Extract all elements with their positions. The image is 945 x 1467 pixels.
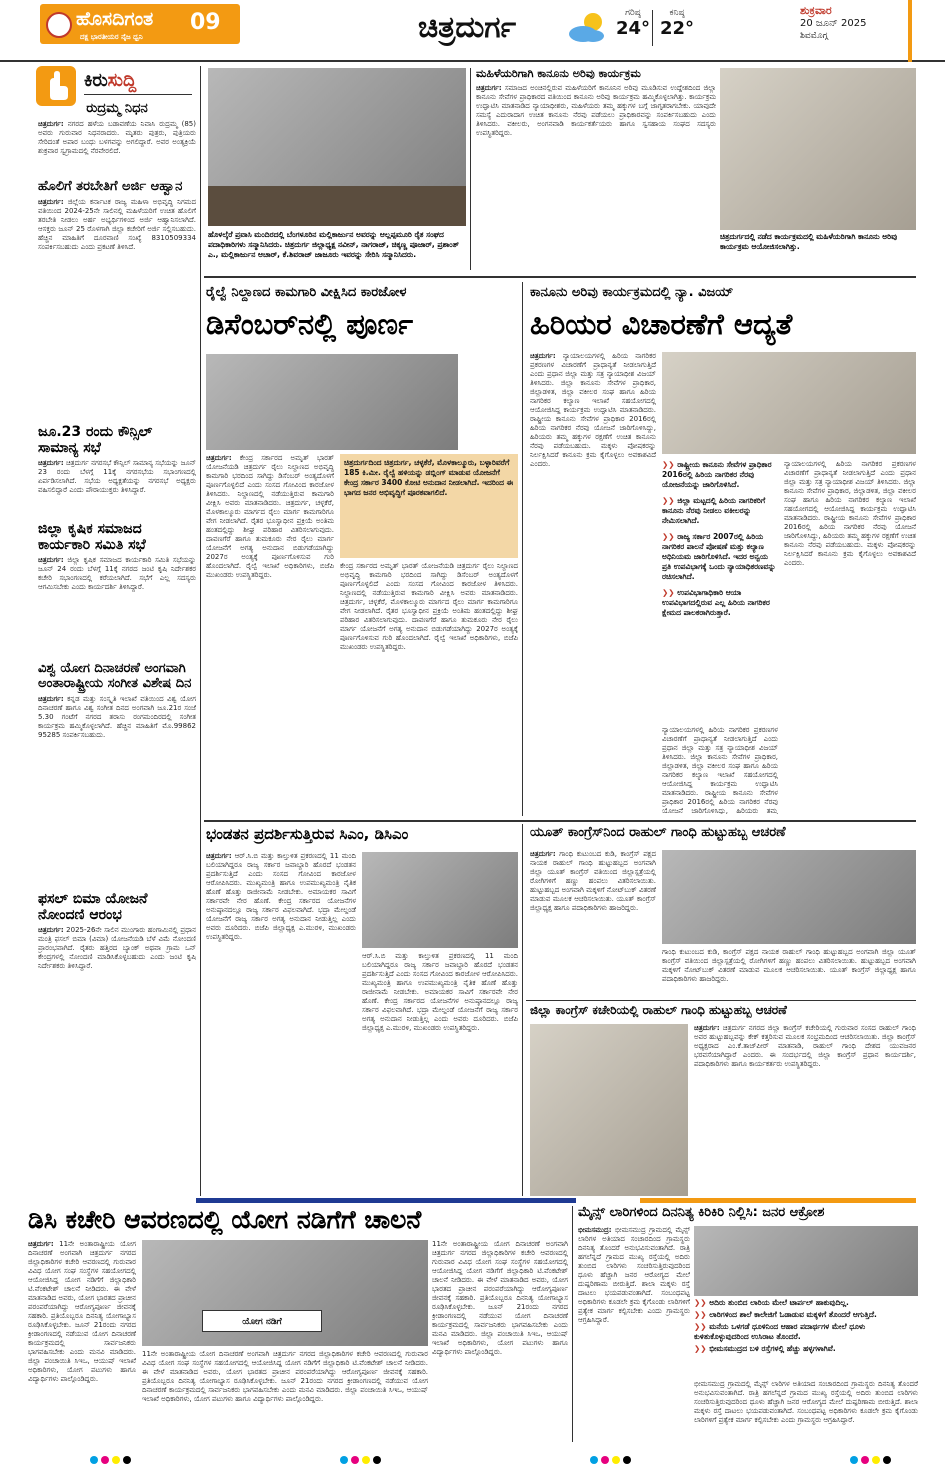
mining-trucks-photo [694, 1226, 918, 1296]
finger-icon [36, 66, 76, 106]
banner-text: ಯೋಗ ನಡಿಗೆ [202, 1310, 322, 1332]
felicitation-photo [208, 68, 466, 226]
story-body-continued: ನ್ಯಾಯಾಲಯಗಳಲ್ಲಿ ಹಿರಿಯ ನಾಗರಿಕರ ಪ್ರಕರಣಗಳ ವಿಚಾರಣೆಗೆ ಪ್ರಾಧಾನ್ಯತೆ ನೀಡಲಾಗುತ್ತಿದೆ ಎಂದು ಪ್ರಧಾನ ಜಿಲ್ಲಾ ಮತ್ತು ಸತ್ರ ನ್ಯಾಯಾಧೀಶ ವಿಜಯ್ ತಿಳಿಸಿದರು. ಜಿಲ್ಲಾ ಕಾನೂನು ಸೇವೆಗಳ ಪ್ರಾಧಿಕಾರ, ಜಿಲ್ಲಾಡಳಿತ, ಜಿಲ್ಲಾ ವಕೀಲರ ಸಂಘ ಹಾಗೂ ಹಿರಿಯ ನಾಗರಿಕರ ಕಲ್ಯಾಣ ಇಲಾಖೆ ಸಹಯೋಗದಲ್ಲಿ ಆಯೋಜಿಸಿದ್ದ ಕಾರ್ಯಕ್ರಮ ಉದ್ಘಾಟಿಸಿ ಮಾತನಾಡಿದರು. ರಾಷ್ಟ್ರೀಯ ಕಾನೂನು ಸೇವೆಗಳ ಪ್ರಾಧಿಕಾರ 2016ರಲ್ಲಿ ಹಿರಿಯ ನಾಗರಿಕರ ನೆರವು ಯೋಜನೆ ಜಾರಿಗೊಳಿಸಿದ್ದು, ಹಿರಿಯರು ತಮ್ಮ ಹಕ್ಕುಗಳ ರಕ್ಷಣೆಗೆ ಉಚಿತ ಕಾನೂನು ನೆರವು ಪಡೆಯಬಹುದು. ಮಕ್ಕಳು ಪೋಷಕರನ್ನು ನಿರ್ಲಕ್ಷಿಸಿದರೆ ಕಾನೂನು ಕ್ರಮ ಕೈಗೊಳ್ಳಲು ಅವಕಾಶವಿದೆ ಎಂದರು. [784, 460, 916, 567]
story-headline: ಯೂತ್ ಕಾಂಗ್ರೆಸ್‌ನಿಂದ ರಾಹುಲ್ ಗಾಂಧಿ ಹುಟ್ಟುಹಬ್ಬ ಆಚರಣೆ [530, 825, 786, 840]
city-name: ಚಿತ್ರದುರ್ಗ [418, 10, 517, 45]
masthead [0, 0, 945, 62]
registration-marks [590, 1456, 631, 1464]
registration-marks [850, 1456, 891, 1464]
story-body: ಚಿತ್ರದುರ್ಗ: ಚಿತ್ರದುರ್ಗ ನಗರದ ಜಿಲ್ಲಾ ಕಾಂಗ್ರೆಸ್ ಕಚೇರಿಯಲ್ಲಿ ಗುರುವಾರ ಸಂಸದ ರಾಹುಲ್ ಗಾಂಧಿ ಅವರ ಹುಟ್ಟುಹಬ್ಬವನ್ನು ಕೇಕ್ ಕತ್ತರಿಸುವ ಮೂಲಕ ಸಂಭ್ರಮದಿಂದ ಆಚರಿಸಲಾಯಿತು. ಜಿಲ್ಲಾ ಕಾಂಗ್ರೆಸ್ ಅಧ್ಯಕ್ಷರಾದ ಎಂ.ಕೆ.ತಾಜ್‌ಪೀರ್ ಮಾತನಾಡಿ, ರಾಹುಲ್ ಗಾಂಧಿ ದೇಶದ ಯುವಜನರ ಭರವಸೆಯಾಗಿದ್ದಾರೆ ಎಂದರು. ಈ ಸಂದರ್ಭದಲ್ಲಿ ಜಿಲ್ಲಾ ಕಾಂಗ್ರೆಸ್ ಪ್ರಧಾನ ಕಾರ್ಯದರ್ಶಿ, ಪದಾಧಿಕಾರಿಗಳು ಹಾಗೂ ಕಾರ್ಯಕರ್ತರು ಉಪಸ್ಥಿತರಿದ್ದರು. [694, 1024, 916, 1068]
legal-event-photo [662, 352, 916, 454]
paper-tagline: ದಕ್ಷ ಭಾರತೀಯರ ನೈಜ ಧ್ವನಿ [80, 33, 143, 41]
youth-congress-photo [662, 850, 916, 944]
yoga-walk-photo [142, 1240, 428, 1346]
brief-item: ಹೊಲಿಗೆ ತರಬೇತಿಗೆ ಅರ್ಜಿ ಆಹ್ವಾನ ಚಿತ್ರದುರ್ಗ: ಜಿಲ್ಲೆಯ ಕರ್ನಾಟಕ ರಾಜ್ಯ ಮಹಿಳಾ ಅಭಿವೃದ್ಧಿ ನಿಗಮದ ವತಿಯಿಂದ 2024-25ನೇ ಸಾಲಿನಲ್ಲಿ ಮಹಿಳೆಯರಿಗೆ ಉಚಿತ ಹೊಲಿಗೆ ತರಬೇತಿ ನೀಡಲು ಅರ್ಹ ಅಭ್ಯರ್ಥಿಗಳಿಂದ ಅರ್ಜಿ ಆಹ್ವಾನಿಸಲಾಗಿದೆ. ಆಸಕ್ತರು ಜೂನ್ 25 ರೊಳಗಾಗಿ ಜಿಲ್ಲಾ ಕಚೇರಿಗೆ ಅರ್ಜಿ ಸಲ್ಲಿಸಬಹುದು. ಹೆಚ್ಚಿನ ಮಾಹಿತಿಗೆ ದೂರವಾಣಿ ಸಂಖ್ಯೆ 8310509334 ಸಂಪರ್ಕಿಸಬಹುದು ಎಂದು ಪ್ರಕಟಣೆ ತಿಳಿಸಿದೆ. [38, 178, 196, 251]
photo-caption: ಹೊಳಲ್ಕೆರೆ ಪ್ರವಾಸಿ ಮಂದಿರದಲ್ಲಿ ಬೆಂಗಳೂರಿನ ಮಲ್ಲಿಕಾರ್ಜುನ ಅವರನ್ನು ಆಲ್ಲಪ್ಪಮೂರಿ ರೈತ ಸಂಘದ ಪದಾಧಿಕಾರಿಗಳು ಸನ್ಮಾನಿಸಿದರು. ಚಿತ್ರದುರ್ಗ ಜಿಲ್ಲಾಧ್ಯಕ್ಷ ನವೀನ್, ನಾಗರಾಜ್, ಚಿಕ್ಕಣ್ಣ ಪೂಜಾರ್, ಪ್ರಶಾಂತ್ ಎ., ಮಲ್ಲಿಕಾರ್ಜುನ ಆಚಾರ್, ಕೆ.ಶಿವರಾಜ್ ಜಾಜೂರು ಇವರನ್ನು ಸೇರಿಸಿ ಸನ್ಮಾನಿಸಿದರು. [208, 230, 459, 259]
brief-item: ವಿಶ್ವ ಯೋಗ ದಿನಾಚರಣೆ ಅಂಗವಾಗಿ ಅಂತಾರಾಷ್ಟ್ರೀಯ ಸಂಗೀತ ವಿಶೇಷ ದಿನ ಚಿತ್ರದುರ್ಗ: ಕನ್ನಡ ಮತ್ತು ಸಂಸ್ಕೃತಿ ಇಲಾಖೆ ವತಿಯಿಂದ ವಿಶ್ವ ಯೋಗ ದಿನಾಚರಣೆ ಹಾಗೂ ವಿಶ್ವ ಸಂಗೀತ ದಿನದ ಅಂಗವಾಗಿ ಜೂ.21ರ ಸಂಜೆ 5.30 ಗಂಟೆಗೆ ನಗರದ ತರಾಸು ರಂಗಮಂದಿರದಲ್ಲಿ ಸಂಗೀತ ಕಾರ್ಯಕ್ರಮ ಹಮ್ಮಿಕೊಳ್ಳಲಾಗಿದೆ. ಹೆಚ್ಚಿನ ಮಾಹಿತಿಗೆ ಮೊ.99862 95285 ಸಂಪರ್ಕಿಸಬಹುದು. [38, 661, 196, 740]
story-body: ಚಿತ್ರದುರ್ಗ: ಗಾಂಧಿ ಕುಟುಂಬದ ಕುಡಿ, ಕಾಂಗ್ರೆಸ್ ಪಕ್ಷದ ನಾಯಕ ರಾಹುಲ್ ಗಾಂಧಿ ಹುಟ್ಟುಹಬ್ಬದ ಅಂಗವಾಗಿ ಜಿಲ್ಲಾ ಯೂತ್ ಕಾಂಗ್ರೆಸ್ ವತಿಯಿಂದ ಜಿಲ್ಲಾಸ್ಪತ್ರೆಯಲ್ಲಿ ರೋಗಿಗಳಿಗೆ ಹಣ್ಣು ಹಂಪಲು ವಿತರಿಸಲಾಯಿತು. ಹುಟ್ಟುಹಬ್ಬದ ಅಂಗವಾಗಿ ಮಕ್ಕಳಿಗೆ ನೋಟ್‌ಬುಕ್ ವಿತರಣೆ ಮಾಡುವ ಮೂಲಕ ಆಚರಿಸಲಾಯಿತು. ಯೂತ್ ಕಾಂಗ್ರೆಸ್ ಜಿಲ್ಲಾಧ್ಯಕ್ಷ ಹಾಗೂ ಪದಾಧಿಕಾರಿಗಳು ಹಾಜರಿದ್ದರು. [530, 850, 656, 912]
press-meet-photo [362, 852, 518, 948]
story-body: ಚಿತ್ರದುರ್ಗ: ಆರ್.ಸಿ.ಬಿ ಮತ್ತು ಕಾಲ್ತುಳಿತ ಪ್ರಕರಣದಲ್ಲಿ 11 ಮಂದಿ ಬಲಿಯಾಗಿದ್ದರೂ ರಾಜ್ಯ ಸರ್ಕಾರ ಜವಾಬ್ದಾರಿ ಹೊರದೆ ಭಂಡತನ ಪ್ರದರ್ಶಿಸುತ್ತಿದೆ ಎಂದು ಸಂಸದ ಗೋವಿಂದ ಕಾರಜೋಳ ಆರೋಪಿಸಿದರು. ಮುಖ್ಯಮಂತ್ರಿ ಹಾಗೂ ಉಪಮುಖ್ಯಮಂತ್ರಿ ನೈತಿಕ ಹೊಣೆ ಹೊತ್ತು ರಾಜೀನಾಮೆ ನೀಡಬೇಕು. ಅಮಾಯಕರ ಸಾವಿಗೆ ಸರ್ಕಾರವೇ ನೇರ ಹೊಣೆ. ಕೇಂದ್ರ ಸರ್ಕಾರದ ಯೋಜನೆಗಳ ಅನುಷ್ಠಾನದಲ್ಲೂ ರಾಜ್ಯ ಸರ್ಕಾರ ವಿಫಲವಾಗಿದೆ. ಭದ್ರಾ ಮೇಲ್ದಂಡೆ ಯೋಜನೆಗೆ ರಾಜ್ಯ ಸರ್ಕಾರ ಅಗತ್ಯ ಅನುದಾನ ನೀಡುತ್ತಿಲ್ಲ ಎಂದು ಅವರು ದೂರಿದರು. ಬಿಜೆಪಿ ಜಿಲ್ಲಾಧ್ಯಕ್ಷ ಎ.ಮುರಳಿ, ಮುಖಂಡರು ಉಪಸ್ಥಿತರಿದ್ದರು. [206, 852, 356, 941]
kirusuddi-title: ಕಿರುಸುದ್ದಿ [84, 70, 137, 91]
temp-divider [652, 10, 653, 46]
brief-item: ಫಸಲ್ ಬಿಮಾ ಯೋಜನೆ ನೋಂದಣಿ ಆರಂಭ ಚಿತ್ರದುರ್ಗ: 2025-26ನೇ ಸಾಲಿನ ಮುಂಗಾರು ಹಂಗಾಮಿನಲ್ಲಿ ಪ್ರಧಾನ ಮಂತ್ರಿ ಫಸಲ್ ಬಿಮಾ (ವಿಮಾ) ಯೋಜನೆಯಡಿ ಬೆಳೆ ವಿಮೆ ನೋಂದಣಿ ಪ್ರಾರಂಭವಾಗಿದೆ. ರೈತರು ಹತ್ತಿರದ ಬ್ಯಾಂಕ್ ಅಥವಾ ಗ್ರಾಮ ಒನ್ ಕೇಂದ್ರಗಳಲ್ಲಿ ನೋಂದಣಿ ಮಾಡಿಸಿಕೊಳ್ಳಬಹುದು ಎಂದು ಜಂಟಿ ಕೃಷಿ ನಿರ್ದೇಶಕರು ತಿಳಿಸಿದ್ದಾರೆ. [38, 891, 196, 971]
temp-max: ಗರಿಷ್ಠ 24° [616, 8, 651, 39]
story-body-continued: ಕೇಂದ್ರ ಸರ್ಕಾರದ ಅಮೃತ್ ಭಾರತ್ ಯೋಜನೆಯಡಿ ಚಿತ್ರದುರ್ಗ ರೈಲು ನಿಲ್ದಾಣದ ಅಭಿವೃದ್ಧಿ ಕಾಮಗಾರಿ ಭರದಿಂದ ಸಾಗಿದ್ದು ಡಿಸೆಂಬರ್ ಅಂತ್ಯದೊಳಗೆ ಪೂರ್ಣಗೊಳ್ಳಲಿದೆ ಎಂದು ಸಂಸದ ಗೋವಿಂದ ಕಾರಜೋಳ ತಿಳಿಸಿದರು. ನಿಲ್ದಾಣದಲ್ಲಿ ನಡೆಯುತ್ತಿರುವ ಕಾಮಗಾರಿ ವೀಕ್ಷಿಸಿ ಅವರು ಮಾತನಾಡಿದರು. ಚಿತ್ರದುರ್ಗ, ಚಳ್ಳಕೆರೆ, ಮೊಳಕಾಲ್ಮೂರು ಮಾರ್ಗದ ರೈಲು ಮಾರ್ಗ ಕಾಮಗಾರಿಗೂ ವೇಗ ನೀಡಲಾಗಿದೆ. ರೈತರ ಭೂಸ್ವಾಧೀನ ಪ್ರಕ್ರಿಯೆ ಅಂತಿಮ ಹಂತದಲ್ಲಿದ್ದು ಶೀಘ್ರ ಪರಿಹಾರ ವಿತರಿಸಲಾಗುವುದು. ದಾವಣಗೆರೆ ಹಾಗೂ ತುಮಕೂರು ನೇರ ರೈಲು ಮಾರ್ಗ ಯೋಜನೆಗೆ ಅಗತ್ಯ ಅನುದಾನ ಬಿಡುಗಡೆಯಾಗಿದ್ದು 2027ರ ಅಂತ್ಯಕ್ಕೆ ಪೂರ್ಣಗೊಳಿಸುವ ಗುರಿ ಹೊಂದಲಾಗಿದೆ. ರೈಲ್ವೆ ಇಲಾಖೆ ಅಧಿಕಾರಿಗಳು, ಬಿಜೆಪಿ ಮುಖಂಡರು ಉಪಸ್ಥಿತರಿದ್ದರು. [340, 562, 518, 651]
story-headline: ಹಿರಿಯರ ವಿಚಾರಣೆಗೆ ಆದ್ಯತೆ [530, 307, 793, 341]
date: 20 ಜೂನ್ 2025 [800, 18, 867, 29]
registration-marks [90, 1456, 131, 1464]
story-headline: ಡಿಸೆಂಬರ್‌ನಲ್ಲಿ ಪೂರ್ಣ [206, 307, 414, 341]
weekday: ಶುಕ್ರವಾರ [800, 4, 832, 17]
story-body: ಚಿತ್ರದುರ್ಗ: 11ನೇ ಅಂತಾರಾಷ್ಟ್ರೀಯ ಯೋಗ ದಿನಾಚರಣೆ ಅಂಗವಾಗಿ ಚಿತ್ರದುರ್ಗ ನಗರದ ಜಿಲ್ಲಾಧಿಕಾರಿಗಳ ಕಚೇರಿ ಆವರಣದಲ್ಲಿ ಗುರುವಾರ ವಿವಿಧ ಯೋಗ ಸಂಘ ಸಂಸ್ಥೆಗಳ ಸಹಯೋಗದಲ್ಲಿ ಆಯೋಜಿಸಿದ್ದ ಯೋಗ ನಡಿಗೆಗೆ ಜಿಲ್ಲಾಧಿಕಾರಿ ಟಿ.ವೆಂಕಟೇಶ್ ಚಾಲನೆ ನೀಡಿದರು. ಈ ವೇಳೆ ಮಾತನಾಡಿದ ಅವರು, ಯೋಗ ಭಾರತದ ಪ್ರಾಚೀನ ಪರಂಪರೆಯಾಗಿದ್ದು ಆರೋಗ್ಯಪೂರ್ಣ ಜೀವನಕ್ಕೆ ಸಹಕಾರಿ. ಪ್ರತಿಯೊಬ್ಬರೂ ದಿನನಿತ್ಯ ಯೋಗಾಭ್ಯಾಸ ರೂಢಿಸಿಕೊಳ್ಳಬೇಕು. ಜೂನ್ 21ರಂದು ನಗರದ ಕ್ರೀಡಾಂಗಣದಲ್ಲಿ ನಡೆಯುವ ಯೋಗ ದಿನಾಚರಣೆ ಕಾರ್ಯಕ್ರಮದಲ್ಲಿ ಸಾರ್ವಜನಿಕರು ಭಾಗವಹಿಸಬೇಕು ಎಂದು ಮನವಿ ಮಾಡಿದರು. ಜಿಲ್ಲಾ ಪಂಚಾಯಿತಿ ಸಿಇಒ, ಆಯುಷ್ ಇಲಾಖೆ ಅಧಿಕಾರಿಗಳು, ಯೋಗ ಪಟುಗಳು ಹಾಗೂ ವಿದ್ಯಾರ್ಥಿಗಳು ಪಾಲ್ಗೊಂಡಿದ್ದರು. [28, 1240, 136, 1383]
story-body-continued: ನ್ಯಾಯಾಲಯಗಳಲ್ಲಿ ಹಿರಿಯ ನಾಗರಿಕರ ಪ್ರಕರಣಗಳ ವಿಚಾರಣೆಗೆ ಪ್ರಾಧಾನ್ಯತೆ ನೀಡಲಾಗುತ್ತಿದೆ ಎಂದು ಪ್ರಧಾನ ಜಿಲ್ಲಾ ಮತ್ತು ಸತ್ರ ನ್ಯಾಯಾಧೀಶ ವಿಜಯ್ ತಿಳಿಸಿದರು. ಜಿಲ್ಲಾ ಕಾನೂನು ಸೇವೆಗಳ ಪ್ರಾಧಿಕಾರ, ಜಿಲ್ಲಾಡಳಿತ, ಜಿಲ್ಲಾ ವಕೀಲರ ಸಂಘ ಹಾಗೂ ಹಿರಿಯ ನಾಗರಿಕರ ಕಲ್ಯಾಣ ಇಲಾಖೆ ಸಹಯೋಗದಲ್ಲಿ ಆಯೋಜಿಸಿದ್ದ ಕಾರ್ಯಕ್ರಮ ಉದ್ಘಾಟಿಸಿ ಮಾತನಾಡಿದರು. ರಾಷ್ಟ್ರೀಯ ಕಾನೂನು ಸೇವೆಗಳ ಪ್ರಾಧಿಕಾರ 2016ರಲ್ಲಿ ಹಿರಿಯ ನಾಗರಿಕರ ನೆರವು ಯೋಜನೆ ಜಾರಿಗೊಳಿಸಿದ್ದು, ಹಿರಿಯರು ತಮ್ಮ [662, 726, 778, 814]
kirusuddi-rule [84, 94, 192, 95]
story-headline: ಮಹಿಳೆಯರಿಗಾಗಿ ಕಾನೂನು ಅರಿವು ಕಾರ್ಯಕ್ರಮ [476, 67, 641, 80]
brief-item: ಜಿಲ್ಲಾ ಕೃಷಿಕ ಸಮಾಜದ ಕಾರ್ಯಕಾರಿ ಸಮಿತಿ ಸಭೆ ಚಿತ್ರದುರ್ಗ: ಜಿಲ್ಲಾ ಕೃಷಿಕ ಸಮಾಜದ ಕಾರ್ಯಕಾರಿ ಸಮಿತಿ ಸಭೆಯನ್ನು ಜೂನ್ 24 ರಂದು ಬೆಳಗ್ಗೆ 11ಕ್ಕೆ ನಗರದ ಜಂಟಿ ಕೃಷಿ ನಿರ್ದೇಶಕರ ಕಚೇರಿ ಸಭಾಂಗಣದಲ್ಲಿ ಕರೆಯಲಾಗಿದೆ. ಸಭೆಗೆ ಎಲ್ಲ ಸದಸ್ಯರು ಆಗಮಿಸಬೇಕು ಎಂದು ಕಾರ್ಯದರ್ಶಿ ತಿಳಿಸಿದ್ದಾರೆ. [38, 521, 196, 592]
story-body-continued: 11ನೇ ಅಂತಾರಾಷ್ಟ್ರೀಯ ಯೋಗ ದಿನಾಚರಣೆ ಅಂಗವಾಗಿ ಚಿತ್ರದುರ್ಗ ನಗರದ ಜಿಲ್ಲಾಧಿಕಾರಿಗಳ ಕಚೇರಿ ಆವರಣದಲ್ಲಿ ಗುರುವಾರ ವಿವಿಧ ಯೋಗ ಸಂಘ ಸಂಸ್ಥೆಗಳ ಸಹಯೋಗದಲ್ಲಿ ಆಯೋಜಿಸಿದ್ದ ಯೋಗ ನಡಿಗೆಗೆ ಜಿಲ್ಲಾಧಿಕಾರಿ ಟಿ.ವೆಂಕಟೇಶ್ ಚಾಲನೆ ನೀಡಿದರು. ಈ ವೇಳೆ ಮಾತನಾಡಿದ ಅವರು, ಯೋಗ ಭಾರತದ ಪ್ರಾಚೀನ ಪರಂಪರೆಯಾಗಿದ್ದು ಆರೋಗ್ಯಪೂರ್ಣ ಜೀವನಕ್ಕೆ ಸಹಕಾರಿ. ಪ್ರತಿಯೊಬ್ಬರೂ ದಿನನಿತ್ಯ ಯೋಗಾಭ್ಯಾಸ ರೂಢಿಸಿಕೊಳ್ಳಬೇಕು. ಜೂನ್ 21ರಂದು ನಗರದ ಕ್ರೀಡಾಂಗಣದಲ್ಲಿ ನಡೆಯುವ ಯೋಗ ದಿನಾಚರಣೆ ಕಾರ್ಯಕ್ರಮದಲ್ಲಿ ಸಾರ್ವಜನಿಕರು ಭಾಗವಹಿಸಬೇಕು ಎಂದು ಮನವಿ ಮಾಡಿದರು. ಜಿಲ್ಲಾ ಪಂಚಾಯಿತಿ ಸಿಇಒ, ಆಯುಷ್ ಇಲಾಖೆ ಅಧಿಕಾರಿಗಳು, ಯೋಗ ಪಟುಗಳು ಹಾಗೂ ವಿದ್ಯಾರ್ಥಿಗಳು ಪಾಲ್ಗೊಂಡಿದ್ದರು. [142, 1350, 428, 1403]
story-body: ಚಿತ್ರದುರ್ಗ: ನ್ಯಾಯಾಲಯಗಳಲ್ಲಿ ಹಿರಿಯ ನಾಗರಿಕರ ಪ್ರಕರಣಗಳ ವಿಚಾರಣೆಗೆ ಪ್ರಾಧಾನ್ಯತೆ ನೀಡಲಾಗುತ್ತಿದೆ ಎಂದು ಪ್ರಧಾನ ಜಿಲ್ಲಾ ಮತ್ತು ಸತ್ರ ನ್ಯಾಯಾಧೀಶ ವಿಜಯ್ ತಿಳಿಸಿದರು. ಜಿಲ್ಲಾ ಕಾನೂನು ಸೇವೆಗಳ ಪ್ರಾಧಿಕಾರ, ಜಿಲ್ಲಾಡಳಿತ, ಜಿಲ್ಲಾ ವಕೀಲರ ಸಂಘ ಹಾಗೂ ಹಿರಿಯ ನಾಗರಿಕರ ಕಲ್ಯಾಣ ಇಲಾಖೆ ಸಹಯೋಗದಲ್ಲಿ ಆಯೋಜಿಸಿದ್ದ ಕಾರ್ಯಕ್ರಮ ಉದ್ಘಾಟಿಸಿ ಮಾತನಾಡಿದರು. ರಾಷ್ಟ್ರೀಯ ಕಾನೂನು ಸೇವೆಗಳ ಪ್ರಾಧಿಕಾರ 2016ರಲ್ಲಿ ಹಿರಿಯ ನಾಗರಿಕರ ನೆರವು ಯೋಜನೆ ಜಾರಿಗೊಳಿಸಿದ್ದು, ಹಿರಿಯರು ತಮ್ಮ ಹಕ್ಕುಗಳ ರಕ್ಷಣೆಗೆ ಉಚಿತ ಕಾನೂನು ನೆರವು ಪಡೆಯಬಹುದು. ಮಕ್ಕಳು ಪೋಷಕರನ್ನು ನಿರ್ಲಕ್ಷಿಸಿದರೆ ಕಾನೂನು ಕ್ರಮ ಕೈಗೊಳ್ಳಲು ಅವಕಾಶವಿದೆ ಎಂದರು. [530, 352, 656, 468]
column-divider [522, 282, 523, 816]
section-rule [526, 1000, 916, 1001]
story-body: ಚಿತ್ರದುರ್ಗ: ಕೇಂದ್ರ ಸರ್ಕಾರದ ಅಮೃತ್ ಭಾರತ್ ಯೋಜನೆಯಡಿ ಚಿತ್ರದುರ್ಗ ರೈಲು ನಿಲ್ದಾಣದ ಅಭಿವೃದ್ಧಿ ಕಾಮಗಾರಿ ಭರದಿಂದ ಸಾಗಿದ್ದು ಡಿಸೆಂಬರ್ ಅಂತ್ಯದೊಳಗೆ ಪೂರ್ಣಗೊಳ್ಳಲಿದೆ ಎಂದು ಸಂಸದ ಗೋವಿಂದ ಕಾರಜೋಳ ತಿಳಿಸಿದರು. ನಿಲ್ದಾಣದಲ್ಲಿ ನಡೆಯುತ್ತಿರುವ ಕಾಮಗಾರಿ ವೀಕ್ಷಿಸಿ ಅವರು ಮಾತನಾಡಿದರು. ಚಿತ್ರದುರ್ಗ, ಚಳ್ಳಕೆರೆ, ಮೊಳಕಾಲ್ಮೂರು ಮಾರ್ಗದ ರೈಲು ಮಾರ್ಗ ಕಾಮಗಾರಿಗೂ ವೇಗ ನೀಡಲಾಗಿದೆ. ರೈತರ ಭೂಸ್ವಾಧೀನ ಪ್ರಕ್ರಿಯೆ ಅಂತಿಮ ಹಂತದಲ್ಲಿದ್ದು ಶೀಘ್ರ ಪರಿಹಾರ ವಿತರಿಸಲಾಗುವುದು. ದಾವಣಗೆರೆ ಹಾಗೂ ತುಮಕೂರು ನೇರ ರೈಲು ಮಾರ್ಗ ಯೋಜನೆಗೆ ಅಗತ್ಯ ಅನುದಾನ ಬಿಡುಗಡೆಯಾಗಿದ್ದು 2027ರ ಅಂತ್ಯಕ್ಕೆ ಪೂರ್ಣಗೊಳಿಸುವ ಗುರಿ ಹೊಂದಲಾಗಿದೆ. ರೈಲ್ವೆ ಇಲಾಖೆ ಅಧಿಕಾರಿಗಳು, ಬಿಜೆಪಿ ಮುಖಂಡರು ಉಪಸ್ಥಿತರಿದ್ದರು. [206, 454, 334, 579]
lamp-icon [46, 12, 72, 38]
column-divider [572, 1206, 573, 1442]
column-divider [470, 68, 471, 270]
region: ಶಿವಮೊಗ್ಗ [800, 31, 828, 41]
legal-awareness-photo [720, 68, 916, 230]
story-headline: ಮೈನ್ಸ್ ಲಾರಿಗಳಿಂದ ದಿನನಿತ್ಯ ಕಿರಿಕಿರಿ ನಿಲ್ಲಿಸಿ: ಜನರ ಆಕ್ರೋಶ [578, 1205, 825, 1220]
bullet-list: ❯❯ ಅದಿರು ತುಂಬಿದ ಲಾರಿಯ ಮೇಲೆ ಟಾರ್ಪಲ್ ಹಾಕುವುದಿಲ್ಲ. ❯❯ ಲಾರಿಗಳಿಂದ ಶಾಲೆ ಕಾಲೇಜಿಗೆ ಓಡಾಡುವ ಮಕ್ಕಳಿಗೆ ತೊಂದರೆ ಆಗುತ್ತಿದೆ. ❯❯ ಮನೆಯ ಒಳಗಡೆ ಧೂಳಿನಿಂದ ಆಹಾರ ಪದಾರ್ಥಗಳ ಮೇಲೆ ಧೂಳು ಕುಳಿತುಕೊಳ್ಳುವುದರಿಂದ ಉಸಿರಾಟ ತೊಂದರೆ. ❯❯ ಭೀಮಸಮುದ್ರದ ಬಳಿ ರಸ್ತೆಗಳಲ್ಲಿ ಹೆಚ್ಚು ಹಳ್ಳಗಳಾಗಿವೆ. [694, 1298, 918, 1378]
brief-item: ಜೂ.23 ರಂದು ಕೌನ್ಸಿಲ್ ಸಾಮಾನ್ಯ ಸಭೆ ಚಿತ್ರದುರ್ಗ: ಚಿತ್ರದುರ್ಗ ನಗರಸಭೆ ಕೌನ್ಸಿಲ್ ಸಾಮಾನ್ಯ ಸಭೆಯನ್ನು ಜೂನ್ 23 ರಂದು ಬೆಳಗ್ಗೆ 11ಕ್ಕೆ ನಗರಸಭೆಯ ಸಭಾಂಗಣದಲ್ಲಿ ಏರ್ಪಡಿಸಲಾಗಿದೆ. ಸಭೆಯ ಅಧ್ಯಕ್ಷತೆಯನ್ನು ನಗರಸಭೆ ಅಧ್ಯಕ್ಷರು ವಹಿಸಲಿದ್ದಾರೆ ಎಂದು ಪೌರಾಯುಕ್ತರು ತಿಳಿಸಿದ್ದಾರೆ. [38, 423, 196, 495]
bullet-list: ❯❯ ರಾಷ್ಟ್ರೀಯ ಕಾನೂನು ಸೇವೆಗಳ ಪ್ರಾಧಿಕಾರ 2016ರಲ್ಲಿ ಹಿರಿಯ ನಾಗರಿಕರ ನೆರವು ಯೋಜನೆಯನ್ನು ಜಾರಿಗೊಳಿಸಿದೆ. ❯❯ ಜಿಲ್ಲಾ ಮಟ್ಟದಲ್ಲಿ ಹಿರಿಯ ನಾಗರಿಕರಿಗೆ ಕಾನೂನು ನೆರವು ನೀಡಲು ವಕೀಲರನ್ನು ನೇಮಿಸಲಾಗಿದೆ. ❯❯ ರಾಜ್ಯ ಸರ್ಕಾರ 2007ರಲ್ಲಿ ಹಿರಿಯ ನಾಗರಿಕರ ಪಾಲನೆ ಪೋಷಣೆ ಮತ್ತು ಕಲ್ಯಾಣ ಅಧಿನಿಯಮ ಜಾರಿಗೊಳಿಸಿದೆ. ಇದರ ಅನ್ವಯ ಪ್ರತಿ ಉಪವಿಭಾಗಕ್ಕೆ ಒಂದು ನ್ಯಾಯಾಧಿಕರಣವನ್ನು ರಚಿಸಲಾಗಿದೆ. ❯❯ ಉಪವಿಭಾಗಾಧಿಕಾರಿ ಆಯಾ ಉಪವಿಭಾಗದಲ್ಲಿರುವ ಎಲ್ಲ ಹಿರಿಯ ನಾಗರಿಕರ ಕ್ಷೇಮದ ಪಾಲಕರಾಗಿರುತ್ತಾರೆ. [662, 460, 778, 720]
section-rule [204, 820, 916, 822]
page-number: 09 [190, 10, 221, 35]
masthead-side-bar [908, 0, 912, 62]
story-body-continued: ಆರ್.ಸಿ.ಬಿ ಮತ್ತು ಕಾಲ್ತುಳಿತ ಪ್ರಕರಣದಲ್ಲಿ 11 ಮಂದಿ ಬಲಿಯಾಗಿದ್ದರೂ ರಾಜ್ಯ ಸರ್ಕಾರ ಜವಾಬ್ದಾರಿ ಹೊರದೆ ಭಂಡತನ ಪ್ರದರ್ಶಿಸುತ್ತಿದೆ ಎಂದು ಸಂಸದ ಗೋವಿಂದ ಕಾರಜೋಳ ಆರೋಪಿಸಿದರು. ಮುಖ್ಯಮಂತ್ರಿ ಹಾಗೂ ಉಪಮುಖ್ಯಮಂತ್ರಿ ನೈತಿಕ ಹೊಣೆ ಹೊತ್ತು ರಾಜೀನಾಮೆ ನೀಡಬೇಕು. ಅಮಾಯಕರ ಸಾವಿಗೆ ಸರ್ಕಾರವೇ ನೇರ ಹೊಣೆ. ಕೇಂದ್ರ ಸರ್ಕಾರದ ಯೋಜನೆಗಳ ಅನುಷ್ಠಾನದಲ್ಲೂ ರಾಜ್ಯ ಸರ್ಕಾರ ವಿಫಲವಾಗಿದೆ. ಭದ್ರಾ ಮೇಲ್ದಂಡೆ ಯೋಜನೆಗೆ ರಾಜ್ಯ ಸರ್ಕಾರ ಅಗತ್ಯ ಅನುದಾನ ನೀಡುತ್ತಿಲ್ಲ ಎಂದು ಅವರು ದೂರಿದರು. ಬಿಜೆಪಿ ಜಿಲ್ಲಾಧ್ಯಕ್ಷ ಎ.ಮುರಳಿ, ಮುಖಂಡರು ಉಪಸ್ಥಿತರಿದ್ದರು. [362, 952, 518, 1032]
story-body-continued: 11ನೇ ಅಂತಾರಾಷ್ಟ್ರೀಯ ಯೋಗ ದಿನಾಚರಣೆ ಅಂಗವಾಗಿ ಚಿತ್ರದುರ್ಗ ನಗರದ ಜಿಲ್ಲಾಧಿಕಾರಿಗಳ ಕಚೇರಿ ಆವರಣದಲ್ಲಿ ಗುರುವಾರ ವಿವಿಧ ಯೋಗ ಸಂಘ ಸಂಸ್ಥೆಗಳ ಸಹಯೋಗದಲ್ಲಿ ಆಯೋಜಿಸಿದ್ದ ಯೋಗ ನಡಿಗೆಗೆ ಜಿಲ್ಲಾಧಿಕಾರಿ ಟಿ.ವೆಂಕಟೇಶ್ ಚಾಲನೆ ನೀಡಿದರು. ಈ ವೇಳೆ ಮಾತನಾಡಿದ ಅವರು, ಯೋಗ ಭಾರತದ ಪ್ರಾಚೀನ ಪರಂಪರೆಯಾಗಿದ್ದು ಆರೋಗ್ಯಪೂರ್ಣ ಜೀವನಕ್ಕೆ ಸಹಕಾರಿ. ಪ್ರತಿಯೊಬ್ಬರೂ ದಿನನಿತ್ಯ ಯೋಗಾಭ್ಯಾಸ ರೂಢಿಸಿಕೊಳ್ಳಬೇಕು. ಜೂನ್ 21ರಂದು ನಗರದ ಕ್ರೀಡಾಂಗಣದಲ್ಲಿ ನಡೆಯುವ ಯೋಗ ದಿನಾಚರಣೆ ಕಾರ್ಯಕ್ರಮದಲ್ಲಿ ಸಾರ್ವಜನಿಕರು ಭಾಗವಹಿಸಬೇಕು ಎಂದು ಮನವಿ ಮಾಡಿದರು. ಜಿಲ್ಲಾ ಪಂಚಾಯಿತಿ ಸಿಇಒ, ಆಯುಷ್ ಇಲಾಖೆ ಅಧಿಕಾರಿಗಳು, ಯೋಗ ಪಟುಗಳು ಹಾಗೂ ವಿದ್ಯಾರ್ಥಿಗಳು ಪಾಲ್ಗೊಂಡಿದ್ದರು. [432, 1240, 568, 1356]
rail-inspection-photo [206, 354, 458, 450]
story-headline: ಡಿಸಿ ಕಚೇರಿ ಆವರಣದಲ್ಲಿ ಯೋಗ ನಡಿಗೆಗೆ ಚಾಲನೆ [28, 1205, 422, 1234]
color-band [640, 1198, 916, 1203]
paper-name: ಹೊಸದಿಗಂತ [76, 8, 154, 30]
paper-logo [40, 4, 240, 44]
story-headline: ಭಂಡತನ ಪ್ರದರ್ಶಿಸುತ್ತಿರುವ ಸಿಎಂ, ಡಿಸಿಎಂ [206, 825, 409, 843]
story-body-continued: ಭೀಮಸಮುದ್ರ ಗ್ರಾಮದಲ್ಲಿ ಮೈನ್ಸ್ ಲಾರಿಗಳ ಅತಿಯಾದ ಸಂಚಾರದಿಂದ ಗ್ರಾಮಸ್ಥರು ದಿನನಿತ್ಯ ತೊಂದರೆ ಅನುಭವಿಸುವಂತಾಗಿದೆ. ರಾತ್ರಿ ಹಗಲೆನ್ನದೆ ಗ್ರಾಮದ ಮುಖ್ಯ ರಸ್ತೆಯಲ್ಲಿ ಅದಿರು ತುಂಬಿದ ಲಾರಿಗಳು ಸಂಚರಿಸುತ್ತಿರುವುದರಿಂದ ಧೂಳು ಹೆಚ್ಚಾಗಿ ಜನರ ಆರೋಗ್ಯದ ಮೇಲೆ ದುಷ್ಪರಿಣಾಮ ಬೀರುತ್ತಿದೆ. ಶಾಲಾ ಮಕ್ಕಳು ರಸ್ತೆ ದಾಟಲು ಭಯಪಡುವಂತಾಗಿದೆ. ಸಂಬಂಧಪಟ್ಟ ಅಧಿಕಾರಿಗಳು ಕೂಡಲೇ ಕ್ರಮ ಕೈಗೊಂಡು ಲಾರಿಗಳಿಗೆ ಪ್ರತ್ಯೇಕ ಮಾರ್ಗ ಕಲ್ಪಿಸಬೇಕು ಎಂದು ಗ್ರಾಮಸ್ಥರು ಆಗ್ರಹಿಸಿದ್ದಾರೆ. [694, 1380, 918, 1424]
congress-office-photo [530, 1024, 688, 1196]
story-kicker: ರೈಲ್ವೆ ನಿಲ್ದಾಣದ ಕಾಮಗಾರಿ ವೀಕ್ಷಿಸಿದ ಕಾರಜೋಳ [206, 285, 407, 300]
photo-caption: ಚಿತ್ರದುರ್ಗದಲ್ಲಿ ನಡೆದ ಕಾರ್ಯಕ್ರಮದಲ್ಲಿ ಮಹಿಳೆಯರಿಗಾಗಿ ಕಾನೂನು ಅರಿವು ಕಾರ್ಯಕ್ರಮ ಆಯೋಜಿಸಲಾಗಿತ್ತು. [720, 232, 898, 251]
sun-cloud-icon [565, 10, 609, 44]
column-divider [200, 66, 201, 1196]
story-headline: ಜಿಲ್ಲಾ ಕಾಂಗ್ರೆಸ್ ಕಚೇರಿಯಲ್ಲಿ ರಾಹುಲ್ ಗಾಂಧಿ ಹುಟ್ಟುಹಬ್ಬ ಆಚರಣೆ [530, 1003, 787, 1017]
registration-marks [340, 1456, 381, 1464]
info-box: ಚಿತ್ರದುರ್ಗದಿಂದ ಚಿತ್ರದುರ್ಗ, ಚಳ್ಳಕೆರೆ, ಮೊಳಕಾಲ್ಮೂರು, ಬಳ್ಳಾರಿವರೆಗೆ 185 ಕಿ.ಮೀ. ರೈಲ್ವೆ ಹಳಿಯನ್ನು ಡಬ್ಲಿಂಗ್ ಮಾಡುವ ಯೋಜನೆಗೆ ಕೇಂದ್ರ ಸರ್ಕಾರ 3400 ಕೋಟಿ ಅನುದಾನ ನೀಡಲಾಗಿದೆ. ಇದರಿಂದ ಈ ಭಾಗದ ಜನರ ಅಭಿವೃದ್ಧಿಗೆ ಪೂರಕವಾಗಲಿದೆ. [340, 454, 518, 558]
story-body-continued: ಗಾಂಧಿ ಕುಟುಂಬದ ಕುಡಿ, ಕಾಂಗ್ರೆಸ್ ಪಕ್ಷದ ನಾಯಕ ರಾಹುಲ್ ಗಾಂಧಿ ಹುಟ್ಟುಹಬ್ಬದ ಅಂಗವಾಗಿ ಜಿಲ್ಲಾ ಯೂತ್ ಕಾಂಗ್ರೆಸ್ ವತಿಯಿಂದ ಜಿಲ್ಲಾಸ್ಪತ್ರೆಯಲ್ಲಿ ರೋಗಿಗಳಿಗೆ ಹಣ್ಣು ಹಂಪಲು ವಿತರಿಸಲಾಯಿತು. ಹುಟ್ಟುಹಬ್ಬದ ಅಂಗವಾಗಿ ಮಕ್ಕಳಿಗೆ ನೋಟ್‌ಬುಕ್ ವಿತರಣೆ ಮಾಡುವ ಮೂಲಕ ಆಚರಿಸಲಾಯಿತು. ಯೂತ್ ಕಾಂಗ್ರೆಸ್ ಜಿಲ್ಲಾಧ್ಯಕ್ಷ ಹಾಗೂ ಪದಾಧಿಕಾರಿಗಳು ಹಾಜರಿದ್ದರು. [662, 948, 916, 983]
story-body: ಭೀಮಸಮುದ್ರ: ಭೀಮಸಮುದ್ರ ಗ್ರಾಮದಲ್ಲಿ ಮೈನ್ಸ್ ಲಾರಿಗಳ ಅತಿಯಾದ ಸಂಚಾರದಿಂದ ಗ್ರಾಮಸ್ಥರು ದಿನನಿತ್ಯ ತೊಂದರೆ ಅನುಭವಿಸುವಂತಾಗಿದೆ. ರಾತ್ರಿ ಹಗಲೆನ್ನದೆ ಗ್ರಾಮದ ಮುಖ್ಯ ರಸ್ತೆಯಲ್ಲಿ ಅದಿರು ತುಂಬಿದ ಲಾರಿಗಳು ಸಂಚರಿಸುತ್ತಿರುವುದರಿಂದ ಧೂಳು ಹೆಚ್ಚಾಗಿ ಜನರ ಆರೋಗ್ಯದ ಮೇಲೆ ದುಷ್ಪರಿಣಾಮ ಬೀರುತ್ತಿದೆ. ಶಾಲಾ ಮಕ್ಕಳು ರಸ್ತೆ ದಾಟಲು ಭಯಪಡುವಂತಾಗಿದೆ. ಸಂಬಂಧಪಟ್ಟ ಅಧಿಕಾರಿಗಳು ಕೂಡಲೇ ಕ್ರಮ ಕೈಗೊಂಡು ಲಾರಿಗಳಿಗೆ ಪ್ರತ್ಯೇಕ ಮಾರ್ಗ ಕಲ್ಪಿಸಬೇಕು ಎಂದು ಗ್ರಾಮಸ್ಥರು ಆಗ್ರಹಿಸಿದ್ದಾರೆ. [578, 1226, 690, 1324]
color-band [196, 1198, 576, 1203]
kirusuddi-column [38, 102, 196, 1197]
section-rule [204, 276, 916, 278]
date-box [800, 4, 920, 54]
story-body: ಚಿತ್ರದುರ್ಗ: ಸಮಾಜದ ಅಂಚಿನಲ್ಲಿರುವ ಮಹಿಳೆಯರಿಗೆ ಕಾನೂನಿನ ಅರಿವು ಮೂಡಿಸುವ ಉದ್ದೇಶದಿಂದ ಜಿಲ್ಲಾ ಕಾನೂನು ಸೇವೆಗಳ ಪ್ರಾಧಿಕಾರದ ವತಿಯಿಂದ ಕಾನೂನು ಅರಿವು ಕಾರ್ಯಕ್ರಮ ಹಮ್ಮಿಕೊಳ್ಳಲಾಗಿತ್ತು. ಕಾರ್ಯಕ್ರಮ ಉದ್ಘಾಟಿಸಿ ಮಾತನಾಡಿದ ನ್ಯಾಯಾಧೀಶರು, ಮಹಿಳೆಯರು ತಮ್ಮ ಹಕ್ಕುಗಳ ಬಗ್ಗೆ ಜಾಗೃತರಾಗಬೇಕು. ಯಾವುದೇ ಸಮಸ್ಯೆ ಎದುರಾದಾಗ ಉಚಿತ ಕಾನೂನು ನೆರವು ಪಡೆಯಲು ಪ್ರಾಧಿಕಾರವನ್ನು ಸಂಪರ್ಕಿಸಬಹುದು ಎಂದು ತಿಳಿಸಿದರು. ವಕೀಲರು, ಅಂಗನವಾಡಿ ಕಾರ್ಯಕರ್ತೆಯರು ಹಾಗೂ ಸ್ವಸಹಾಯ ಸಂಘದ ಸದಸ್ಯರು ಉಪಸ್ಥಿತರಿದ್ದರು. [476, 84, 716, 137]
temp-min: ಕನಿಷ್ಠ 22° [660, 8, 695, 39]
story-kicker: ಕಾನೂನು ಅರಿವು ಕಾರ್ಯಕ್ರಮದಲ್ಲಿ ನ್ಯಾ. ವಿಜಯ್ [530, 285, 734, 300]
column-divider [522, 824, 523, 1196]
brief-item: ರುದ್ರಮ್ಮ ನಿಧನ ಚಿತ್ರದುರ್ಗ: ನಗರದ ಹಳೆಯ ಬಡಾವಣೆಯ ನಿವಾಸಿ ರುದ್ರಮ್ಮ (85) ಅವರು ಗುರುವಾರ ನಿಧನರಾದರು. ಮೃತರು ಪುತ್ರರು, ಪುತ್ರಿಯರು ಸೇರಿದಂತೆ ಅಪಾರ ಬಂಧು ಬಳಗವನ್ನು ಅಗಲಿದ್ದಾರೆ. ಅವರ ಅಂತ್ಯಕ್ರಿಯೆ ಶುಕ್ರವಾರ ಸ್ವಗ್ರಾಮದಲ್ಲಿ ನೆರವೇರಲಿದೆ. [38, 101, 196, 155]
